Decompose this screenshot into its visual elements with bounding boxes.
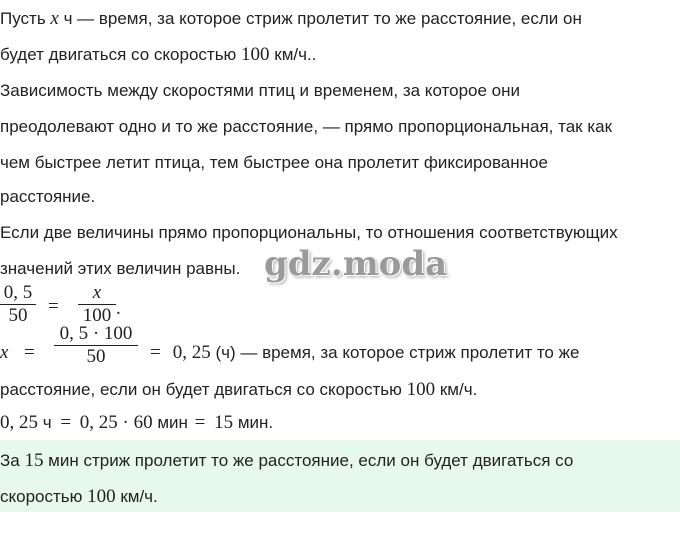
- answer-line-2: скоростью 100 км/ч.: [0, 486, 158, 507]
- paragraph-1-line-1: Пусть x ч — время, за которое стриж пролетит то же расстояние, если он: [0, 8, 582, 29]
- fraction-1: 0, 5 50: [0, 283, 36, 326]
- equals-sign: =: [48, 296, 59, 317]
- period: .: [116, 298, 121, 319]
- variable-x-2: x: [0, 342, 9, 363]
- answer-line-1: За 15 мин стриж пролетит то же расстояние, если он будет двигаться со: [0, 450, 574, 471]
- fraction-3: 0, 5 · 100 50: [54, 324, 138, 367]
- paragraph-3-line-1: Если две величины прямо пропорциональны, то отношения соответствующих: [0, 223, 618, 242]
- paragraph-3-line-2: значений этих величин равны.: [0, 259, 241, 278]
- fraction-2: x 100: [78, 283, 116, 326]
- variable-x: x: [50, 8, 59, 29]
- equals-sign-2: =: [24, 342, 35, 363]
- equation-3: 0, 25 ч = 0, 25 · 60 мин = 15 мин.: [0, 412, 274, 433]
- equation-2-tail: = 0, 25 (ч) — время, за которое стриж пролетит то же: [150, 342, 580, 363]
- paragraph-2-line-1: Зависимость между скоростями птиц и временем, за которое они: [0, 81, 520, 100]
- watermark-logo: gdz.moda: [264, 244, 448, 284]
- equation-2-line-2: расстояние, если он будет двигаться со скоростью 100 км/ч.: [0, 379, 478, 400]
- paragraph-2-line-4: расстояние.: [0, 187, 96, 206]
- paragraph-2-line-3: чем быстрее летит птица, тем быстрее она пролетит фиксированное: [0, 153, 548, 172]
- paragraph-2-line-2: преодолевают одно и то же расстояние, — прямо пропорциональная, так как: [0, 117, 613, 136]
- paragraph-1-line-2: будет двигаться со скоростью 100 км/ч..: [0, 44, 317, 65]
